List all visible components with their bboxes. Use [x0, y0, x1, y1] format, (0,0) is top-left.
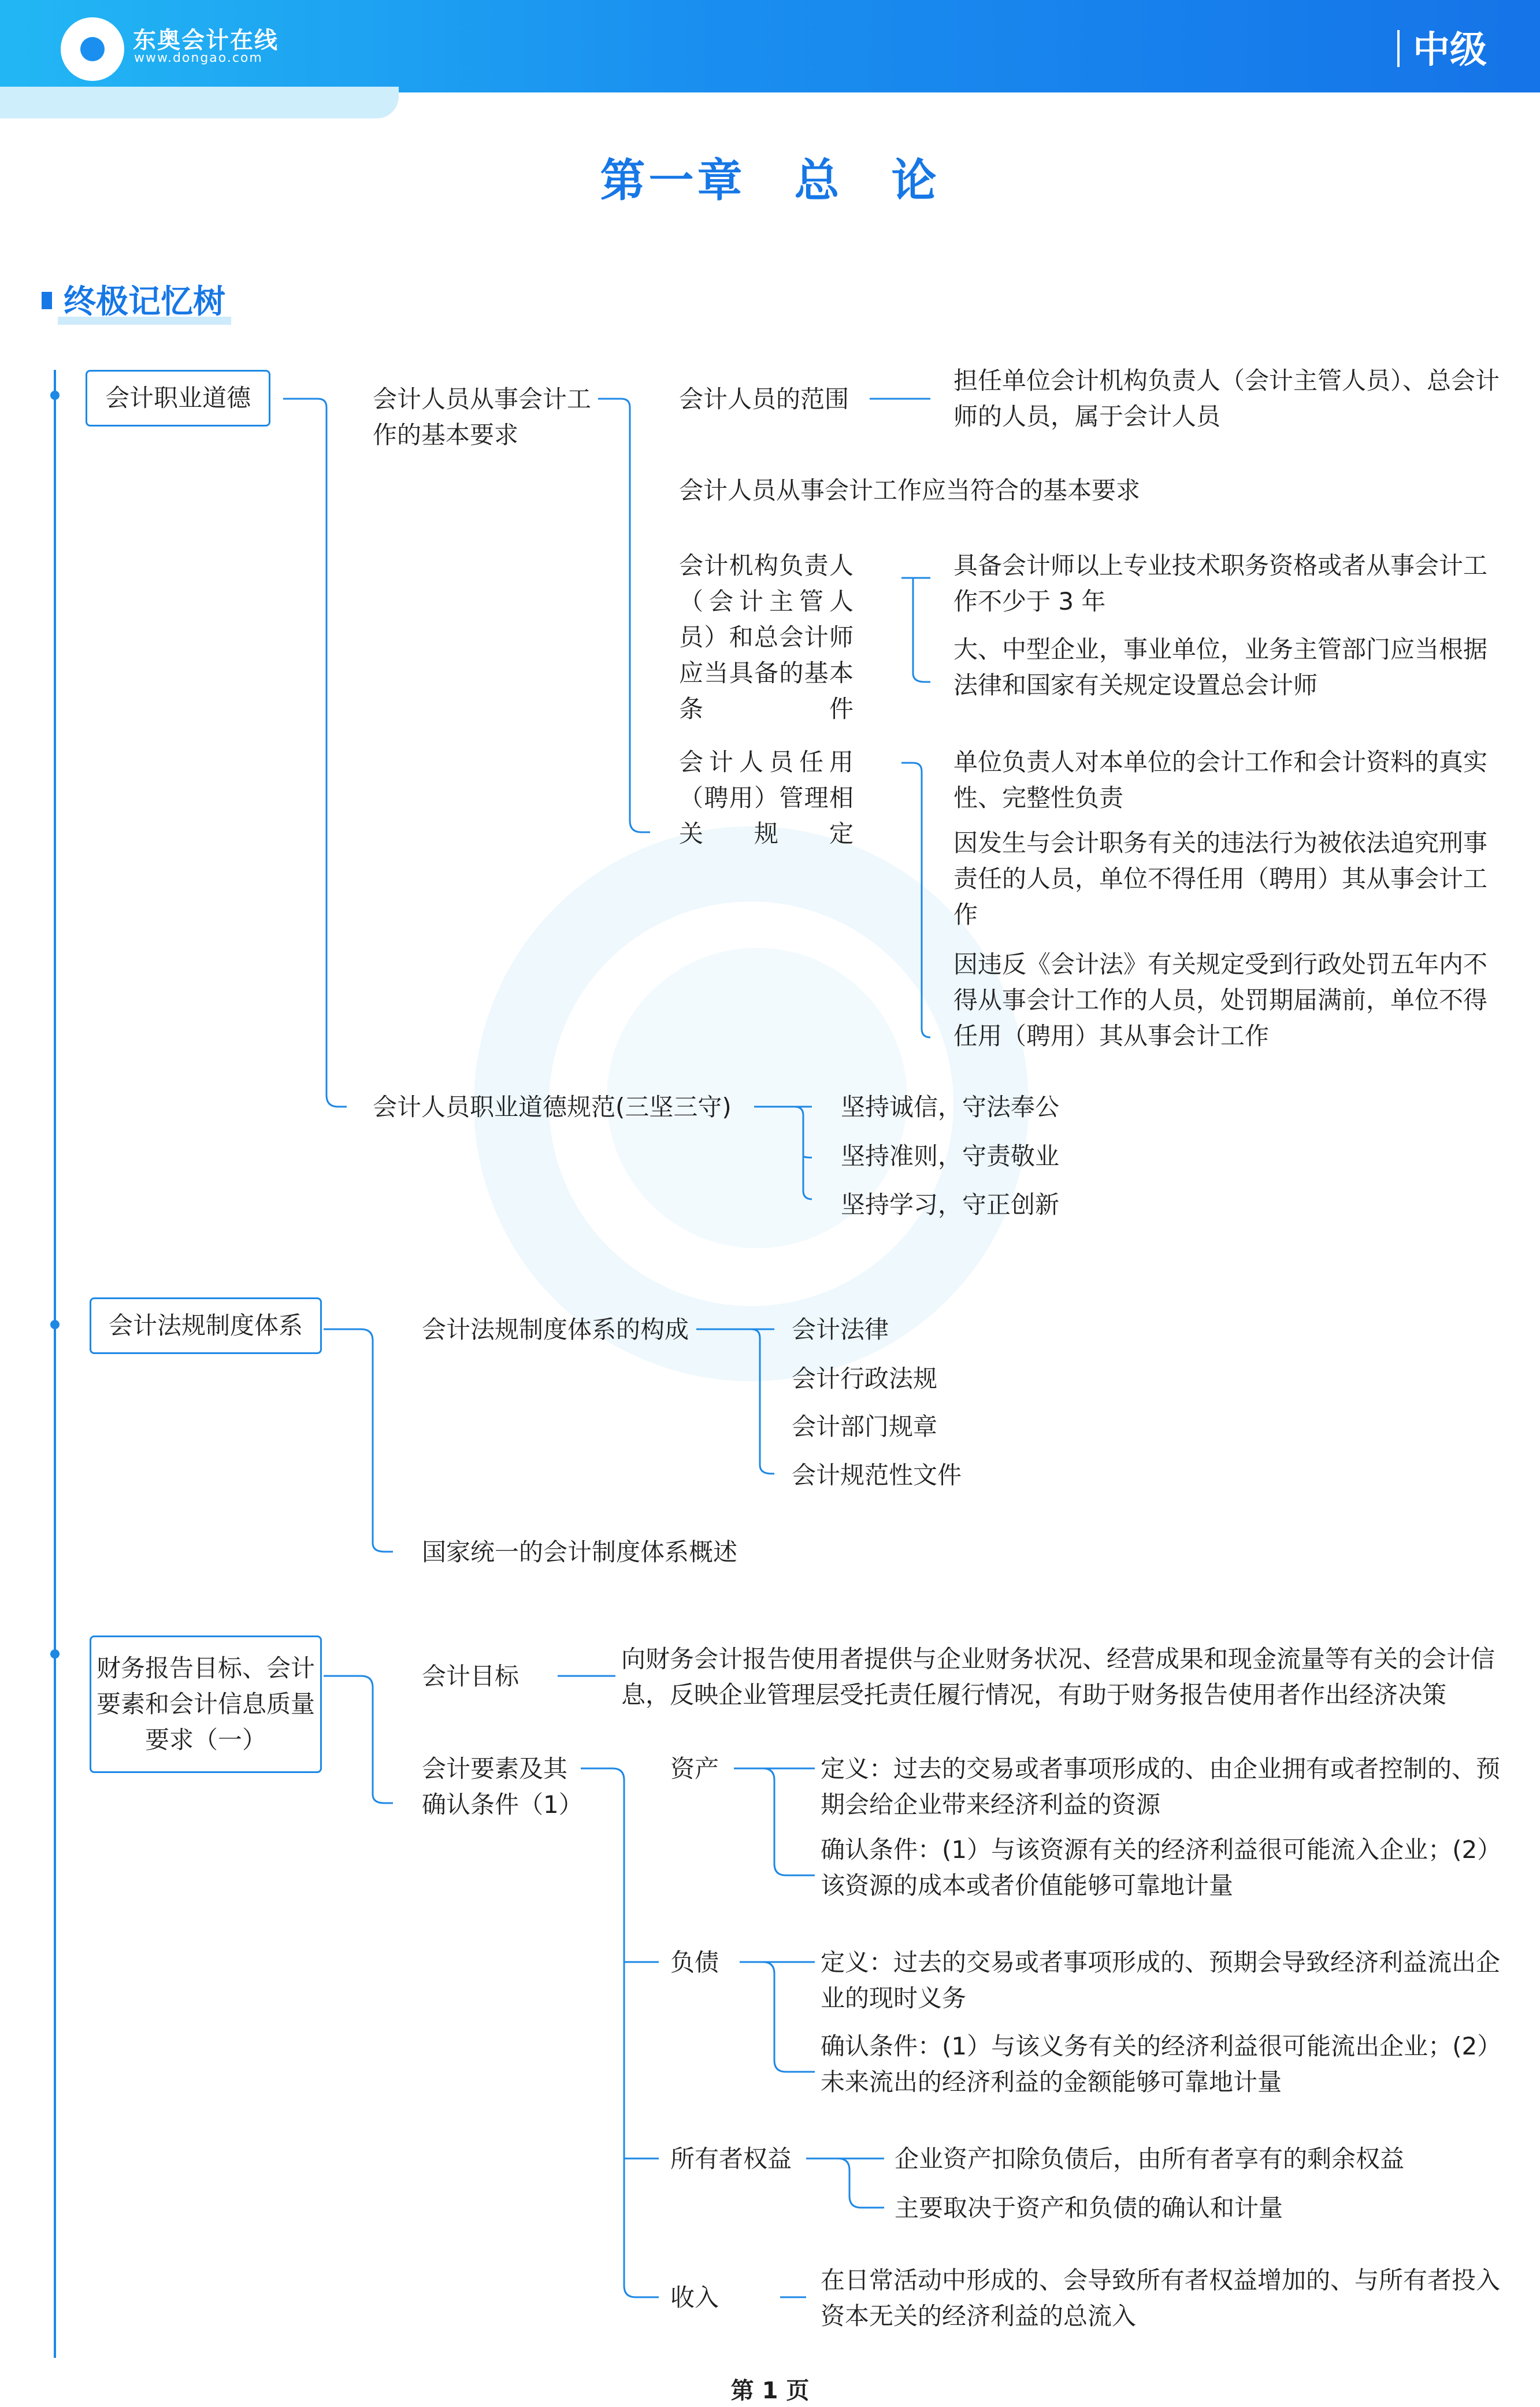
section-title: 终极记忆树	[64, 283, 225, 321]
node-liabilities: 负债	[670, 1948, 719, 1976]
appointment-rule-1: 单位负责人对本单位的会计工作和会计资料的真实性、完整性负责	[953, 748, 1488, 812]
ethics-item: 坚持学习，守正创新	[841, 1190, 1060, 1219]
node-system-overview: 国家统一的会计制度体系概述	[422, 1538, 738, 1566]
composition-item: 会计行政法规	[792, 1364, 938, 1393]
appointment-rule-3: 因违反《会计法》有关规定受到行政处罚五年内不得从事会计工作的人员，处罚期届满前，单位不得任用（聘用）其从事会计工作	[953, 950, 1488, 1050]
objective-detail: 向财务会计报告使用者提供与企业财务状况、经营成果和现金流量等有关的会计信息，反映企业管理层受托责任履行情况，有助于财务报告使用者作出经济决策	[621, 1645, 1496, 1709]
node-appointment-rules: 会计人员任用（聘用）管理相关规定	[679, 748, 854, 848]
node-owners-equity: 所有者权益	[670, 2145, 792, 2173]
brand-url: www.dongao.com	[134, 51, 263, 65]
node-system-composition: 会计法规制度体系的构成	[422, 1315, 689, 1344]
appointment-rule-2: 因发生与会计职务有关的违法行为被依法追究刑事责任的人员，单位不得任用（聘用）其从事会计工作	[953, 829, 1488, 929]
spine-node	[50, 1649, 60, 1659]
node-report-objectives: 财务报告目标、会计要素和会计信息质量要求（一）	[90, 1635, 322, 1773]
liabilities-recognition: 确认条件：(1）与该义务有关的经济利益很可能流出企业；(2）未来流出的经济利益的金额能够可靠地计量	[821, 2032, 1502, 2096]
ethics-item: 坚持准则，守责敬业	[841, 1142, 1060, 1170]
node-assets: 资产	[670, 1755, 719, 1783]
scope-detail: 担任单位会计机构负责人（会计主管人员）、总会计师的人员，属于会计人员	[953, 366, 1500, 431]
composition-item: 会计法律	[792, 1315, 889, 1344]
node-basic-conditions: 会计人员从事会计工作应当符合的基本要求	[679, 476, 1141, 505]
equity-definition: 企业资产扣除负债后，由所有者享有的剩余权益	[895, 2145, 1405, 2173]
composition-item: 会计部门规章	[792, 1412, 938, 1441]
node-accountant-scope: 会计人员的范围	[679, 385, 849, 413]
spine-node	[50, 391, 60, 400]
page-number: 第 1 页	[730, 2378, 810, 2404]
chief-condition-2: 大、中型企业，事业单位，业务主管部门应当根据法律和国家有关规定设置总会计师	[953, 635, 1488, 699]
chief-condition-1: 具备会计师以上专业技术职务资格或者从事会计工作不少于 3 年	[953, 551, 1488, 615]
chapter-title: 第一章 总 论	[600, 155, 940, 207]
spine-node	[50, 1320, 60, 1329]
node-basic-requirements: 会计人员从事会计工作的基本要求	[373, 385, 592, 449]
assets-definition: 定义：过去的交易或者事项形成的、由企业拥有或者控制的、预期会给企业带来经济利益的资源	[821, 1755, 1501, 1819]
node-accounting-objective: 会计目标	[422, 1662, 519, 1690]
composition-item: 会计规范性文件	[792, 1461, 962, 1489]
node-chief-conditions: 会计机构负责人（会计主管人员）和总会计师应当具备的基本条件	[679, 551, 854, 723]
assets-recognition: 确认条件：(1）与该资源有关的经济利益很可能流入企业；(2）该资源的成本或者价值能够可靠地计量	[821, 1835, 1502, 1900]
node-professional-ethics: 会计职业道德	[86, 370, 270, 426]
tree-spine	[54, 370, 56, 2358]
exam-level: 中级	[1413, 29, 1487, 72]
brand-name: 东奥会计在线	[133, 27, 279, 54]
node-ethics-norms: 会计人员职业道德规范(三坚三守)	[373, 1093, 732, 1121]
ethics-item: 坚持诚信，守法奉公	[841, 1093, 1060, 1121]
node-accounting-elements: 会计要素及其确认条件（1）	[422, 1755, 583, 1819]
liabilities-definition: 定义：过去的交易或者事项形成的、预期会导致经济利益流出企业的现时义务	[821, 1948, 1501, 2012]
node-regulation-system: 会计法规制度体系	[90, 1297, 322, 1354]
node-income: 收入	[670, 2283, 719, 2312]
income-definition: 在日常活动中形成的、会导致所有者权益增加的、与所有者投入资本无关的经济利益的总流入	[821, 2266, 1501, 2330]
equity-measurement: 主要取决于资产和负债的确认和计量	[895, 2194, 1283, 2222]
